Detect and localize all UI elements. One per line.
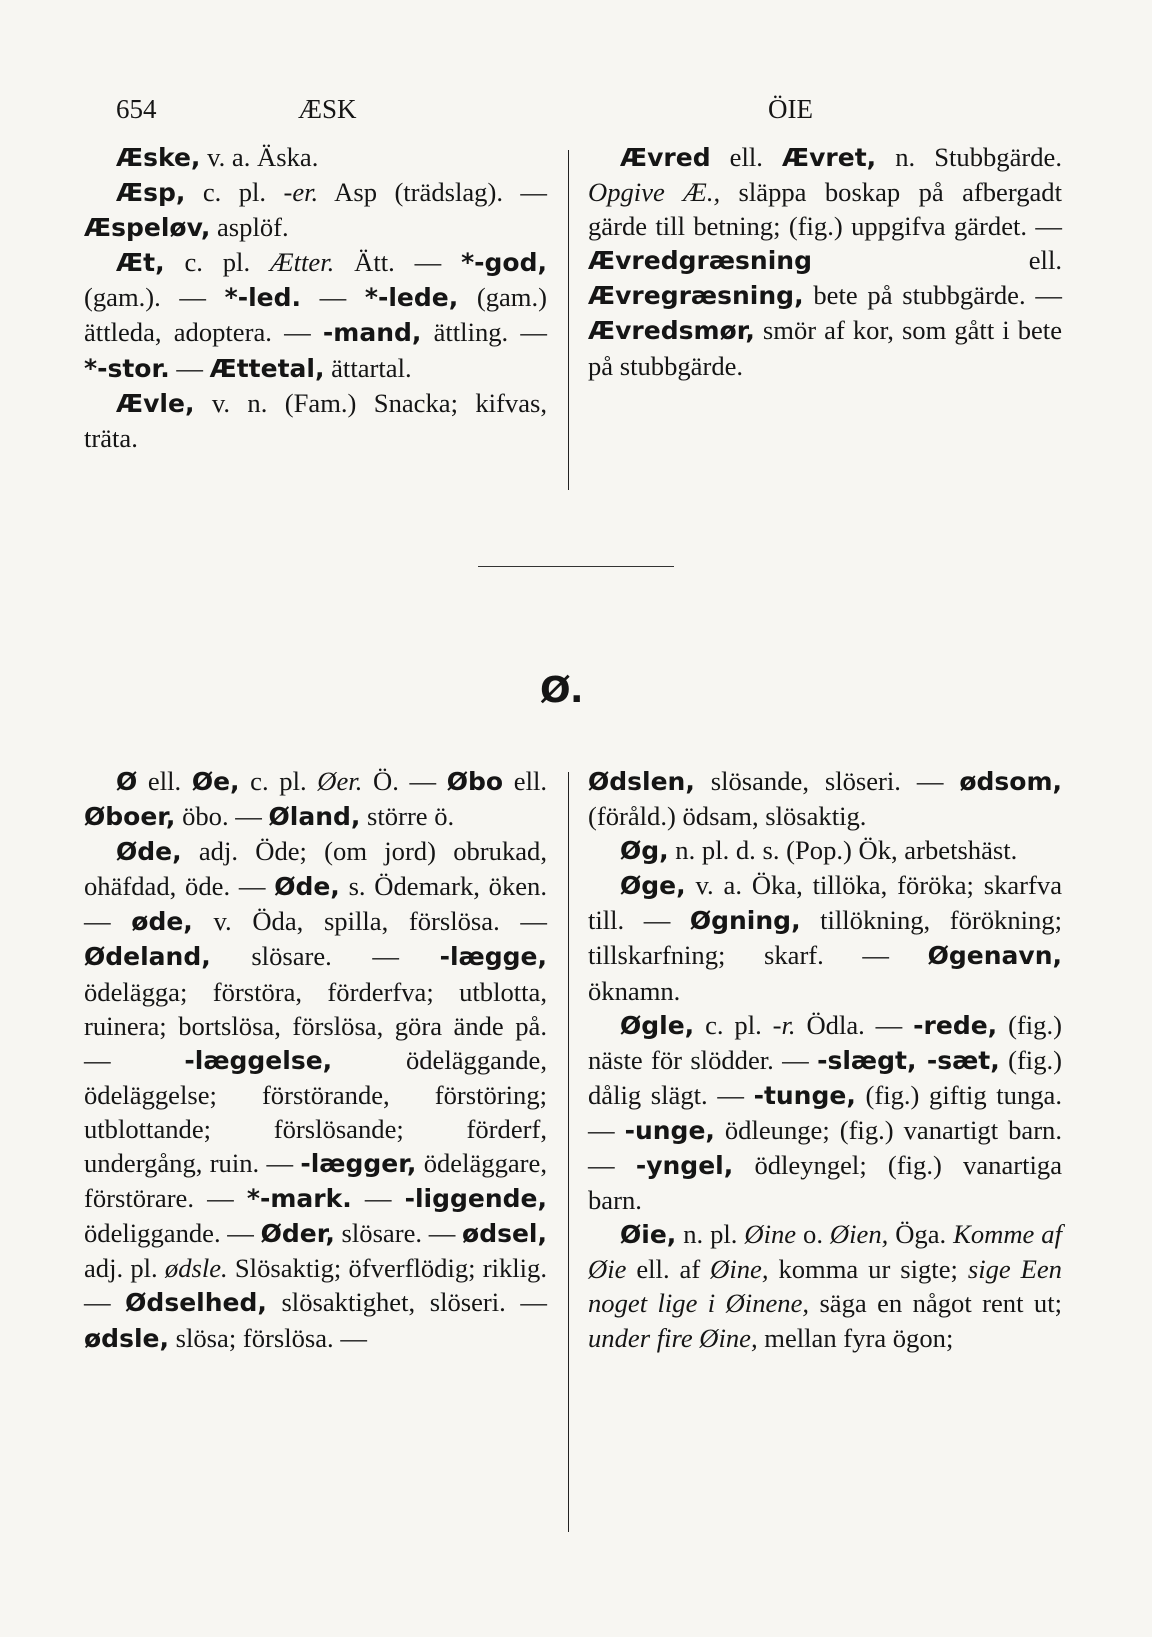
definition-text: ell. af (626, 1254, 711, 1285)
headword: Æsp, (116, 178, 186, 208)
definition-text: adj. pl. (84, 1253, 165, 1284)
italic-text: Øien, (829, 1219, 889, 1250)
definition-text: Öga. (888, 1219, 954, 1250)
definition-text: c. pl. (694, 1009, 773, 1040)
definition-text: ödeläggare, förstörare. — (84, 1148, 547, 1214)
dictionary-entry (588, 868, 1062, 1007)
definition-text: ättling. — (421, 317, 547, 348)
running-header (0, 94, 1152, 134)
italic-text: -r. (772, 1009, 796, 1040)
definition-text: Ö. — (362, 766, 447, 796)
right-guide-word: ÖIE (768, 94, 813, 124)
definition-text: — (351, 1183, 405, 1214)
italic-text: ødsle. (164, 1253, 228, 1284)
dictionary-entry (84, 175, 547, 245)
definition-text: adj. Öde; (om jord) obrukad, ohäfdad, öde. — (84, 836, 547, 902)
definition-text: slösa; förslösa. — (168, 1322, 367, 1353)
headword: -liggende, (404, 1184, 548, 1214)
definition-text: ödeläggande, ödeläggelse; förstörande, förstöring; utblottande; förslösande; förderf, undergång, ruin. — (84, 1044, 547, 1179)
headword: *-stor. (84, 353, 170, 383)
headword: Ævret, (781, 143, 877, 172)
headword: Ævle, (116, 388, 195, 418)
definition-text: slösaktighet, slöseri. — (266, 1287, 547, 1318)
dictionary-entry (588, 764, 1062, 833)
headword: Ævredsmør, (588, 316, 755, 346)
italic-text: sige Een noget lige i Øinene, (588, 1254, 1062, 1319)
italic-text: Øine, (710, 1254, 769, 1285)
headword: -mand, (322, 318, 422, 348)
definition-text: v. n. (Fam.) Snacka; kifvas, träta. (84, 387, 547, 453)
definition-text: ödeliggande. — (84, 1218, 261, 1249)
definition-text: (föråld.) ödsam, slösaktig. (588, 801, 867, 832)
headword: Ævred (620, 143, 711, 172)
column-divider-top (568, 150, 569, 490)
definition-text: ell. (503, 766, 547, 796)
headword: *-lede, (364, 283, 459, 313)
italic-text: Komme af Øie (588, 1219, 1062, 1285)
headword: Æt, (116, 248, 165, 278)
definition-text: c. pl. (185, 177, 284, 208)
definition-text: (gam.) ättleda, adoptera. — (84, 282, 547, 348)
headword: *-mark. (246, 1184, 352, 1214)
italic-text: Opgive Æ., (588, 177, 721, 208)
headword: Ødselhed, (125, 1288, 267, 1318)
headword: Øgning, (689, 906, 801, 936)
definition-text: o. (796, 1219, 830, 1250)
headword: øde, (131, 907, 193, 937)
italic-text: Øine (744, 1219, 797, 1250)
headword: -unge, (624, 1115, 715, 1145)
definition-text: c. pl. (164, 247, 270, 278)
headword: Øder, (260, 1219, 335, 1249)
headword: Øgenavn, (927, 941, 1062, 971)
definition-text: — (301, 282, 365, 313)
definition-text: (fig.) näste för slödder. — (588, 1009, 1062, 1075)
dictionary-entry (588, 833, 1062, 868)
definition-text: komma ur sigte; (768, 1254, 968, 1285)
definition-text: asplöf. (210, 212, 289, 243)
headword: Æspeløv, (84, 213, 211, 243)
definition-text: v. Öda, spilla, förslösa. — (192, 906, 547, 937)
definition-text: Slösaktig; öfverflödig; riklig. — (84, 1253, 547, 1318)
bottom-left-column (84, 764, 547, 1356)
definition-text: ödleunge; (fig.) vanartigt barn. — (588, 1114, 1062, 1181)
headword: Øde, (274, 872, 340, 902)
section-divider (478, 566, 674, 567)
definition-text: ell. (811, 245, 1062, 276)
definition-text: (fig.) dålig slägt. — (588, 1044, 1062, 1110)
definition-text: c. pl. (239, 766, 318, 796)
headword: *-led. (224, 283, 302, 313)
definition-text: smör af kor, som gått i bete på stubbgärde. (588, 315, 1062, 381)
headword: ødsel, (462, 1219, 547, 1249)
headword: *-god, (461, 248, 547, 278)
definition-text: n. pl. d. s. (Pop.) Ök, arbetshäst. (668, 835, 1018, 866)
italic-text: Øer. (317, 766, 363, 796)
italic-text: Ætter. (269, 247, 335, 278)
headword: -lægge, (439, 942, 547, 972)
definition-text: Asp (trädslag). — (318, 177, 548, 208)
definition-text: slösare. — (210, 941, 440, 972)
headword: Ødslen, (588, 767, 695, 796)
dictionary-entry (84, 140, 547, 175)
definition-text: bete på stubbgärde. — (803, 280, 1062, 311)
dictionary-entry (84, 386, 547, 455)
definition-text: säga en något rent ut; (809, 1288, 1062, 1319)
definition-text: v. a. Äska. (200, 142, 319, 172)
headword: -rede, (913, 1010, 998, 1040)
dictionary-entry (588, 1008, 1062, 1218)
definition-text: större ö. (360, 801, 455, 832)
headword: Øe, (191, 767, 240, 796)
definition-text: (fig.) giftig tunga. — (588, 1079, 1062, 1145)
page-number: 654 (116, 94, 157, 124)
definition-text: slösare. — (334, 1218, 463, 1249)
headword: -yngel, (635, 1151, 734, 1181)
headword: Øge, (620, 871, 686, 901)
headword: -slægt, -sæt, (817, 1045, 1000, 1075)
headword: -lægger, (300, 1149, 417, 1179)
headword: Øland, (268, 802, 361, 832)
dictionary-entry (588, 1217, 1062, 1354)
dictionary-entry (84, 764, 547, 834)
definition-text: ell. (137, 766, 192, 796)
section-letter: Ø. (540, 670, 584, 711)
headword: Ævregræsning, (588, 281, 804, 311)
italic-text: -er. (283, 177, 319, 208)
definition-text: n. pl. (676, 1219, 745, 1250)
definition-text: (gam.). — (84, 282, 225, 313)
headword: Ødeland, (84, 942, 211, 972)
headword: Øbo (446, 767, 504, 796)
top-right-column (588, 140, 1062, 383)
definition-text: — (169, 352, 210, 383)
headword: Æske, (116, 143, 201, 172)
definition-text: öknamn. (588, 975, 681, 1006)
definition-text: mellan fyra ögon; (757, 1322, 954, 1353)
definition-text: öbo. — (175, 801, 269, 832)
definition-text: s. Ödemark, öken. — (84, 871, 547, 937)
headword: Ættetal, (209, 353, 325, 383)
dictionary-entry (588, 140, 1062, 383)
headword: Øgle, (620, 1010, 695, 1040)
definition-text: n. Stubbgärde. (876, 142, 1062, 172)
headword: Ævredgræsning (588, 246, 812, 276)
definition-text: släppa boskap på afbergadt gärde till betning; (fig.) uppgifva gärdet. — (588, 177, 1062, 242)
definition-text: ättartal. (324, 352, 412, 383)
headword: Øie, (620, 1220, 677, 1250)
headword: Ø (116, 767, 138, 796)
headword: Øde, (116, 837, 182, 867)
headword: ødsom, (959, 767, 1062, 796)
definition-text: v. a. Öka, tillöka, föröka; skarfva till. — (588, 870, 1062, 936)
top-left-column (84, 140, 547, 455)
definition-text: tillökning, förökning; tillskarfning; skarf. — (588, 905, 1062, 971)
headword: -tunge, (753, 1080, 856, 1110)
headword: Øboer, (84, 802, 176, 832)
definition-text: ödelägga; förstöra, förderfva; utblotta, ruinera; bortslösa, förslösa, göra ände på. — (84, 976, 547, 1075)
headword: -læggelse, (184, 1045, 333, 1075)
dictionary-entry (84, 834, 547, 1355)
headword: Øg, (620, 836, 669, 866)
column-divider-bottom (568, 772, 569, 1532)
definition-text: ell. (710, 142, 782, 172)
definition-text: Ödla. — (795, 1009, 914, 1040)
left-guide-word: ÆSK (298, 94, 357, 124)
definition-text: slösande, slöseri. — (694, 766, 960, 796)
definition-text: Ätt. — (334, 247, 462, 278)
definition-text: ödleyngel; (fig.) vanartiga barn. (588, 1150, 1062, 1216)
bottom-right-column (588, 764, 1062, 1355)
headword: ødsle, (84, 1323, 169, 1353)
dictionary-entry (84, 245, 547, 385)
italic-text: under fire Øine, (588, 1322, 758, 1353)
